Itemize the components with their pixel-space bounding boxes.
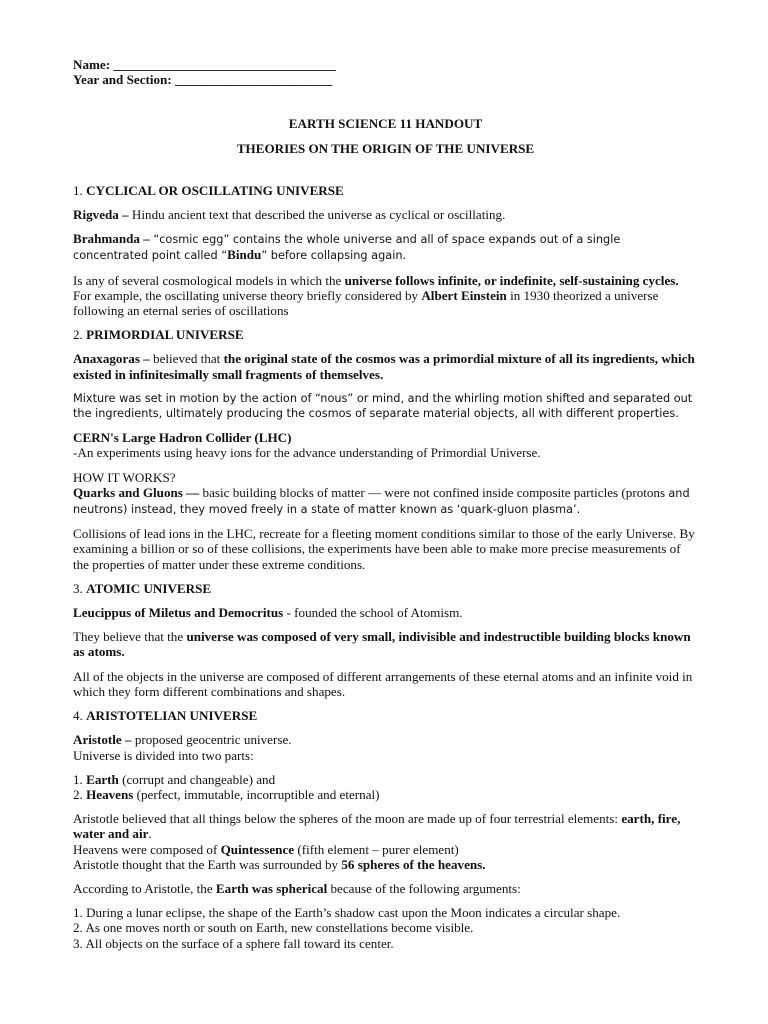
argument-item: 1. During a lunar eclipse, the shape of the Earth’s shadow cast upon the Moon indicates a circular shape. xyxy=(73,905,621,921)
argument-item: 3. All objects on the surface of a sphere fall toward its center. xyxy=(73,935,394,951)
spherical-earth-line: According to Aristotle, the Earth was spherical because of the following arguments: xyxy=(73,880,521,896)
year-section-label: Year and Section: xyxy=(73,72,175,88)
argument-item: 2. As one moves north or south on Earth, new constellations become visible. xyxy=(73,920,474,936)
cern-heading: CERN's Large Hadron Collider (LHC) xyxy=(73,430,292,446)
brahmanda-paragraph: Brahmanda – “cosmic egg” contains the whole universe and all of space expands out of a single concentrated point called “Bindu” before collapsing again. xyxy=(73,231,621,263)
quintessence-line: Heavens were composed of Quintessence (fifth element – purer element) xyxy=(73,841,459,857)
how-it-works-label: HOW IT WORKS? xyxy=(73,469,176,485)
year-section-blank[interactable]: ________________________ xyxy=(174,72,333,88)
quarks-paragraph: Quarks and Gluons — basic building blocks of matter — were not confined inside composite particles (protons and neutrons) instead, they moved freely in a state of matter known as ‘quark-gluon plasma’. xyxy=(73,484,690,517)
aristotle-paragraph: Aristotle – proposed geocentric universe. xyxy=(73,732,292,748)
divided-line: Universe is divided into two parts: xyxy=(73,747,254,763)
name-label: Name: xyxy=(73,57,114,72)
name-blank[interactable]: __________________________________ xyxy=(113,57,336,72)
section-4-heading: 4. ARISTOTELIAN UNIVERSE xyxy=(73,708,258,724)
handout-subtitle: THEORIES ON THE ORIGIN OF THE UNIVERSE xyxy=(236,140,535,156)
spheres-line: Aristotle thought that the Earth was surrounded by 56 spheres of the heavens. xyxy=(73,856,486,872)
name-line xyxy=(73,57,698,72)
list-item: 1. Earth (corrupt and changeable) and xyxy=(73,771,276,787)
atoms-belief-paragraph: They believe that the universe was composed of very small, indivisible and indestructible building blocks known as atoms. xyxy=(73,629,691,660)
leucippus-paragraph: Leucippus of Miletus and Democritus - founded the school of Atomism. xyxy=(73,605,463,621)
handout-title: EARTH SCIENCE 11 HANDOUT xyxy=(288,116,483,132)
section-3-heading: 3. ATOMIC UNIVERSE xyxy=(73,580,212,596)
objects-paragraph: All of the objects in the universe are composed of different arrangements of these eternal atoms and an infinite void in which they form different combinations and shapes. xyxy=(73,668,693,699)
collisions-paragraph: Collisions of lead ions in the LHC, recreate for a fleeting moment conditions similar to those of the early Universe. By examining a billion or so of these collisions, the experiments have been able to make more precise measurements of the properties of matter under these extreme conditions. xyxy=(73,526,695,572)
anaxagoras-paragraph: Anaxagoras – believed that the original state of the cosmos was a primordial mixture of all its ingredients, which existed in infinitesimally small fragments of themselves. xyxy=(73,351,695,382)
section-2-heading: 2. PRIMORDIAL UNIVERSE xyxy=(73,327,244,343)
rigveda-paragraph: Rigveda – Hindu ancient text that described the universe as cyclical or oscillating. xyxy=(73,207,506,223)
elements-paragraph: Aristotle believed that all things below the spheres of the moon are made up of four terrestrial elements: earth, fire, water and air. xyxy=(73,811,681,842)
cyclical-definition-paragraph: Is any of several cosmological models in which the universe follows infinite, or indefinite, self-sustaining cycles. For example, the oscillating universe theory briefly considered by Albert Einstein in 1930 theorized a universe following an eternal series of oscillations xyxy=(73,272,679,319)
cern-text: -An experiments using heavy ions for the advance understanding of Primordial Universe. xyxy=(73,445,541,461)
list-item: 2. Heavens (perfect, immutable, incorruptible and eternal) xyxy=(73,786,380,802)
section-1-heading: 1. CYCLICAL OR OSCILLATING UNIVERSE xyxy=(73,182,344,198)
year-section-line xyxy=(73,72,698,87)
mixture-paragraph: Mixture was set in motion by the action of “nous” or mind, and the whirling motion shifted and separated out the ingredients, ultimately producing the cosmos of separate material objects, all with different properties. xyxy=(73,391,693,421)
